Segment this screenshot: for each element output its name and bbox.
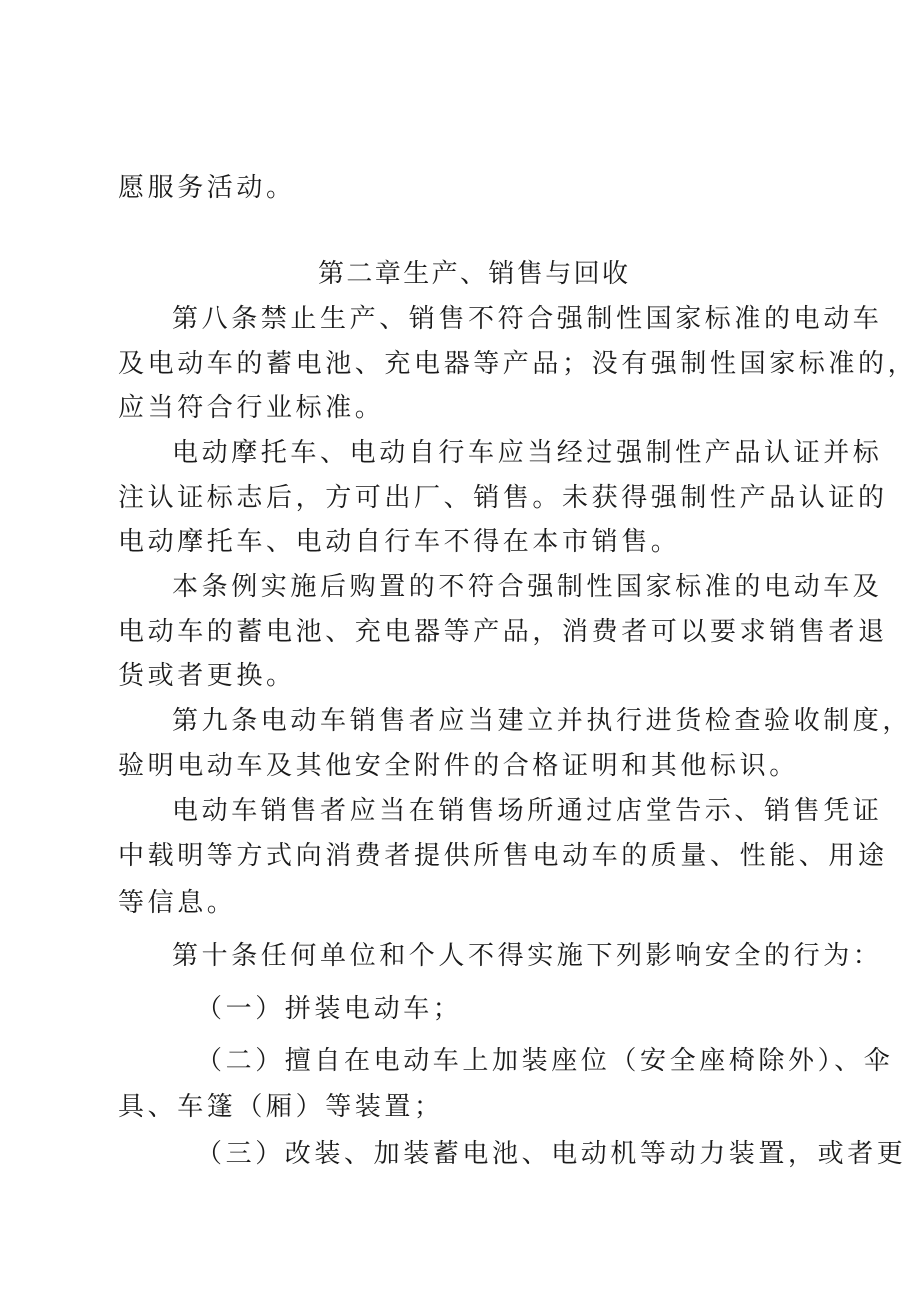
article-8-line-1: 第八条禁止生产、销售不符合强制性国家标准的电动车 <box>172 304 883 334</box>
paragraph-line: 电动摩托车、电动自行车不得在本市销售。 <box>118 527 681 557</box>
list-item-3-line-1: （三）改装、加装蓄电池、电动机等动力装置，或者更 <box>196 1139 907 1169</box>
text-line: 愿服务活动。 <box>118 173 296 203</box>
paragraph-line: 货或者更换。 <box>118 661 296 691</box>
article-8-line-3: 应当符合行业标准。 <box>118 393 385 423</box>
list-item-2-line-2: 具、车篷（厢）等装置； <box>118 1092 444 1122</box>
paragraph-line: 等信息。 <box>118 888 237 918</box>
paragraph-line: 中载明等方式向消费者提供所售电动车的质量、性能、用途 <box>118 841 888 871</box>
paragraph-line: 注认证标志后，方可出厂、销售。未获得强制性产品认证的 <box>118 483 888 513</box>
chapter-heading: 第二章生产、销售与回收 <box>318 259 631 289</box>
article-8-line-2: 及电动车的蓄电池、充电器等产品；没有强制性国家标准的， <box>118 349 918 379</box>
list-item-2-line-1: （二）擅自在电动车上加装座位（安全座椅除外）、伞 <box>196 1046 894 1076</box>
paragraph-line: 本条例实施后购置的不符合强制性国家标准的电动车及 <box>172 572 883 602</box>
article-9-line-1: 第九条电动车销售者应当建立并执行进货检查验收制度， <box>172 706 913 736</box>
article-10-line-1: 第十条任何单位和个人不得实施下列影响安全的行为： <box>172 941 883 971</box>
list-item-1: （一）拼装电动车； <box>196 994 463 1024</box>
paragraph-line: 电动车的蓄电池、充电器等产品，消费者可以要求销售者退 <box>118 617 888 647</box>
paragraph-line: 电动摩托车、电动自行车应当经过强制性产品认证并标 <box>172 438 883 468</box>
article-9-line-2: 验明电动车及其他安全附件的合格证明和其他标识。 <box>118 751 799 781</box>
paragraph-line: 电动车销售者应当在销售场所通过店堂告示、销售凭证 <box>172 796 883 826</box>
